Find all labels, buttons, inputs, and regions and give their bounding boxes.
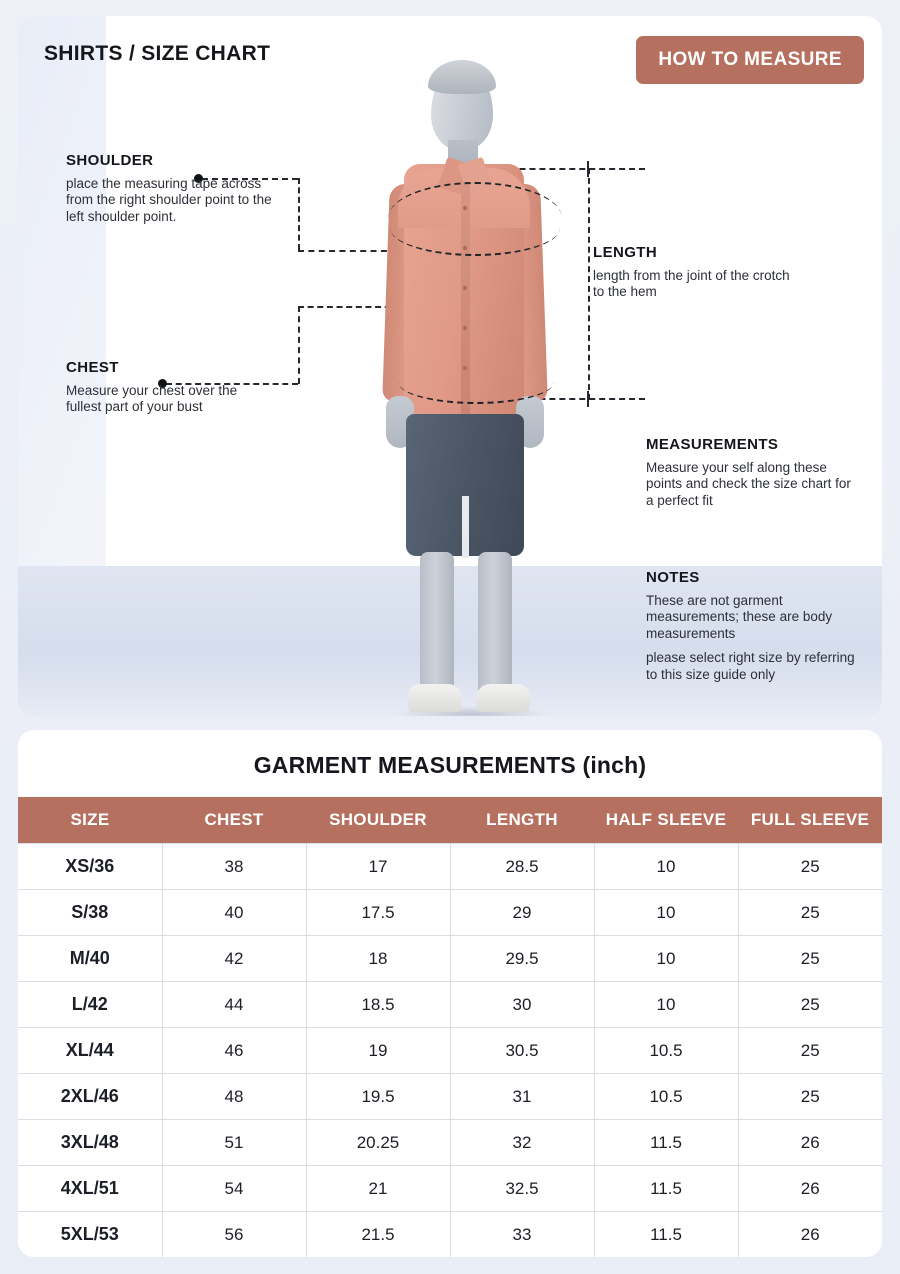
table-header xyxy=(18,797,882,844)
table-cell: 44 xyxy=(162,982,306,1028)
callout-notes-body-2: please select right size by referring to this size guide only xyxy=(646,650,855,682)
table-column-header: LENGTH xyxy=(450,797,594,844)
table-cell: 25 xyxy=(738,982,882,1028)
callout-shoulder xyxy=(66,152,276,225)
table-cell-size: M/40 xyxy=(18,936,162,982)
length-bracket-vertical xyxy=(588,168,590,400)
table-column-header: CHEST xyxy=(162,797,306,844)
garment-measurements-table xyxy=(18,797,882,1257)
table-cell-size: XL/44 xyxy=(18,1028,162,1074)
callout-shoulder-title: SHOULDER xyxy=(66,152,154,169)
table-cell: 25 xyxy=(738,844,882,890)
callout-chest-title: CHEST xyxy=(66,359,119,376)
table-cell: 25 xyxy=(738,1028,882,1074)
table-cell: 33 xyxy=(450,1212,594,1258)
callout-shoulder-body: place the measuring tape across from the right shoulder point to the left shoulder point. xyxy=(66,176,272,224)
table-cell: 30 xyxy=(450,982,594,1028)
connector-line-shoulder-v xyxy=(298,178,300,250)
table-row xyxy=(18,1074,882,1120)
table-title: GARMENT MEASUREMENTS (inch) xyxy=(253,752,647,778)
table-cell: 21 xyxy=(306,1166,450,1212)
table-cell: 10 xyxy=(594,890,738,936)
callout-measurements-title: MEASUREMENTS xyxy=(646,436,779,453)
illustration-card xyxy=(18,16,882,716)
mannequin-shoe-left xyxy=(408,684,462,712)
mannequin-shoe-right xyxy=(476,684,530,712)
table-cell: 18.5 xyxy=(306,982,450,1028)
table-cell: 31 xyxy=(450,1074,594,1120)
table-cell-size: 3XL/48 xyxy=(18,1120,162,1166)
table-cell: 17.5 xyxy=(306,890,450,936)
table-cell: 48 xyxy=(162,1074,306,1120)
table-row xyxy=(18,1166,882,1212)
table-cell-size: 2XL/46 xyxy=(18,1074,162,1120)
table-cell: 17 xyxy=(306,844,450,890)
table-cell: 10 xyxy=(594,936,738,982)
callout-length xyxy=(593,244,793,301)
table-cell: 26 xyxy=(738,1120,882,1166)
table-cell-size: L/42 xyxy=(18,982,162,1028)
measurements-card xyxy=(18,730,882,1257)
callout-measurements xyxy=(646,436,861,509)
table-cell: 42 xyxy=(162,936,306,982)
table-cell: 32.5 xyxy=(450,1166,594,1212)
table-cell: 54 xyxy=(162,1166,306,1212)
mannequin-leg-right xyxy=(478,552,512,704)
table-cell: 10 xyxy=(594,982,738,1028)
table-cell: 19.5 xyxy=(306,1074,450,1120)
table-cell: 30.5 xyxy=(450,1028,594,1074)
table-cell: 56 xyxy=(162,1212,306,1258)
table-header-row xyxy=(18,797,882,844)
shirt-button xyxy=(463,286,467,290)
mannequin-hair xyxy=(428,60,496,94)
table-cell: 51 xyxy=(162,1120,306,1166)
table-cell-size: 4XL/51 xyxy=(18,1166,162,1212)
table-cell: 26 xyxy=(738,1166,882,1212)
table-cell: 25 xyxy=(738,936,882,982)
table-row xyxy=(18,936,882,982)
table-cell-size: 5XL/53 xyxy=(18,1212,162,1258)
how-to-measure-button[interactable]: HOW TO MEASURE xyxy=(636,36,864,84)
callout-length-title: LENGTH xyxy=(593,244,658,261)
table-row xyxy=(18,1028,882,1074)
table-cell: 46 xyxy=(162,1028,306,1074)
table-cell: 18 xyxy=(306,936,450,982)
table-cell: 10.5 xyxy=(594,1074,738,1120)
table-row xyxy=(18,1120,882,1166)
mannequin-leg-left xyxy=(420,552,454,704)
table-cell: 38 xyxy=(162,844,306,890)
table-cell-size: XS/36 xyxy=(18,844,162,890)
table-cell: 26 xyxy=(738,1212,882,1258)
table-column-header: SIZE xyxy=(18,797,162,844)
callout-notes-title: NOTES xyxy=(646,569,700,586)
table-cell: 32 xyxy=(450,1120,594,1166)
callout-chest-body: Measure your chest over the fullest part of your bust xyxy=(66,383,238,415)
shirt-button xyxy=(463,366,467,370)
table-cell: 25 xyxy=(738,890,882,936)
table-cell-size: S/38 xyxy=(18,890,162,936)
table-column-header: FULL SLEEVE xyxy=(738,797,882,844)
table-row xyxy=(18,890,882,936)
callout-notes xyxy=(646,569,861,691)
table-cell: 21.5 xyxy=(306,1212,450,1258)
callout-notes-body: These are not garment measurements; these are body measurements xyxy=(646,593,833,641)
table-cell: 20.25 xyxy=(306,1120,450,1166)
table-cell: 11.5 xyxy=(594,1120,738,1166)
table-cell: 11.5 xyxy=(594,1212,738,1258)
table-row xyxy=(18,844,882,890)
table-cell: 19 xyxy=(306,1028,450,1074)
table-cell: 40 xyxy=(162,890,306,936)
table-row xyxy=(18,1212,882,1258)
table-cell: 28.5 xyxy=(450,844,594,890)
table-body xyxy=(18,844,882,1258)
callout-chest xyxy=(66,359,266,416)
table-row xyxy=(18,982,882,1028)
table-cell: 10 xyxy=(594,844,738,890)
table-cell: 29.5 xyxy=(450,936,594,982)
table-cell: 29 xyxy=(450,890,594,936)
table-column-header: HALF SLEEVE xyxy=(594,797,738,844)
callout-measurements-body: Measure your self along these points and check the size chart for a perfect fit xyxy=(646,460,851,508)
connector-line-chest-v xyxy=(298,306,300,384)
table-cell: 10.5 xyxy=(594,1028,738,1074)
shirt-button xyxy=(463,326,467,330)
page-title: SHIRTS / SIZE CHART xyxy=(44,42,271,65)
table-column-header: SHOULDER xyxy=(306,797,450,844)
shorts-inseam-gap xyxy=(462,496,469,558)
callout-length-body: length from the joint of the crotch to the hem xyxy=(593,268,790,300)
table-cell: 11.5 xyxy=(594,1166,738,1212)
table-cell: 25 xyxy=(738,1074,882,1120)
